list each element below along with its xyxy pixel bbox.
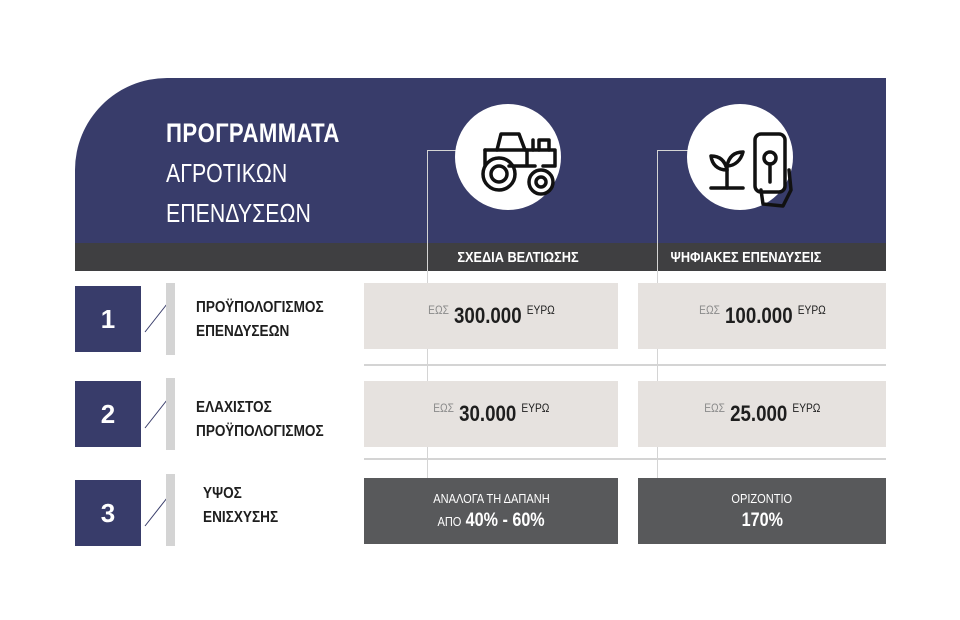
title-line-1: ΠΡΟΓΡΑΜΜΑΤΑ bbox=[166, 118, 340, 148]
unit-text: ΕΥΡΩ bbox=[521, 401, 550, 415]
unit-text: ΕΥΡΩ bbox=[797, 303, 826, 317]
row-3-col-1-cell bbox=[364, 478, 618, 544]
row-divider-bar bbox=[166, 474, 175, 546]
amount-value: 300.000 bbox=[453, 303, 522, 328]
column-label-digital-investments: ΨΗΦΙΑΚΕΣ ΕΠΕΝΔΥΣΕΙΣ bbox=[670, 249, 822, 266]
support-note: ΑΝΑΛΟΓΑ ΤΗ ΔΑΠΑΝΗ bbox=[432, 490, 550, 506]
prefix-text: ΕΩΣ bbox=[703, 401, 725, 415]
row-divider-bar bbox=[166, 283, 175, 355]
tractor-icon bbox=[455, 104, 561, 210]
amount-value: 100.000 bbox=[724, 303, 793, 328]
row-label-2-line1: ΕΛΑΧΙΣΤΟΣ bbox=[196, 399, 272, 416]
column-label-improvement-plans: ΣΧΕΔΙΑ ΒΕΛΤΙΩΣΗΣ bbox=[457, 249, 579, 266]
unit-text: ΕΥΡΩ bbox=[526, 303, 555, 317]
row-2-col-2-cell bbox=[638, 381, 886, 447]
title-line-2: ΑΓΡΟΤΙΚΩΝ bbox=[166, 158, 288, 188]
support-note: ΟΡΙΖΟΝΤΙΟ bbox=[731, 490, 793, 506]
row-label-1-line1: ΠΡΟΫΠΟΛΟΓΙΣΜΟΣ bbox=[196, 299, 324, 316]
tractor-icon-circle bbox=[455, 104, 561, 210]
prefix-text: ΕΩΣ bbox=[432, 401, 454, 415]
smartphone-plant-icon bbox=[687, 104, 793, 210]
row-number-2: 2 bbox=[75, 381, 141, 447]
row-label-2-line2: ΠΡΟΫΠΟΛΟΓΙΣΜΟΣ bbox=[196, 423, 324, 440]
row-separator-2 bbox=[364, 458, 886, 460]
amount-value: 25.000 bbox=[729, 401, 787, 426]
row-number-3: 3 bbox=[75, 480, 141, 546]
row-1-col-2-cell bbox=[638, 283, 886, 349]
row-label-1 bbox=[196, 296, 324, 344]
row-label-2 bbox=[196, 396, 324, 444]
row-label-3-line2: ΕΝΙΣΧΥΣΗΣ bbox=[203, 509, 279, 526]
prefix-text: ΕΩΣ bbox=[698, 303, 720, 317]
smartphone-plant-icon-circle bbox=[687, 104, 793, 210]
prefix-text: ΕΩΣ bbox=[427, 303, 449, 317]
row-3-col-2-cell bbox=[638, 478, 886, 544]
support-rate: 170% bbox=[741, 509, 783, 531]
row-number-1: 1 bbox=[75, 286, 141, 352]
row-label-1-line2: ΕΠΕΝΔΥΣΕΩΝ bbox=[196, 323, 290, 340]
row-separator-1 bbox=[364, 364, 886, 366]
row-2-col-1-cell bbox=[364, 381, 618, 447]
support-rate: 40% - 60% bbox=[465, 509, 545, 531]
prefix-text: ΑΠΟ bbox=[437, 513, 462, 529]
unit-text: ΕΥΡΩ bbox=[792, 401, 821, 415]
row-1-col-1-cell bbox=[364, 283, 618, 349]
row-label-3 bbox=[203, 482, 278, 530]
row-divider-bar bbox=[166, 378, 175, 450]
row-label-3-line1: ΥΨΟΣ bbox=[203, 485, 242, 502]
title-line-3: ΕΠΕΝΔΥΣΕΩΝ bbox=[166, 198, 311, 228]
amount-value: 30.000 bbox=[458, 401, 516, 426]
